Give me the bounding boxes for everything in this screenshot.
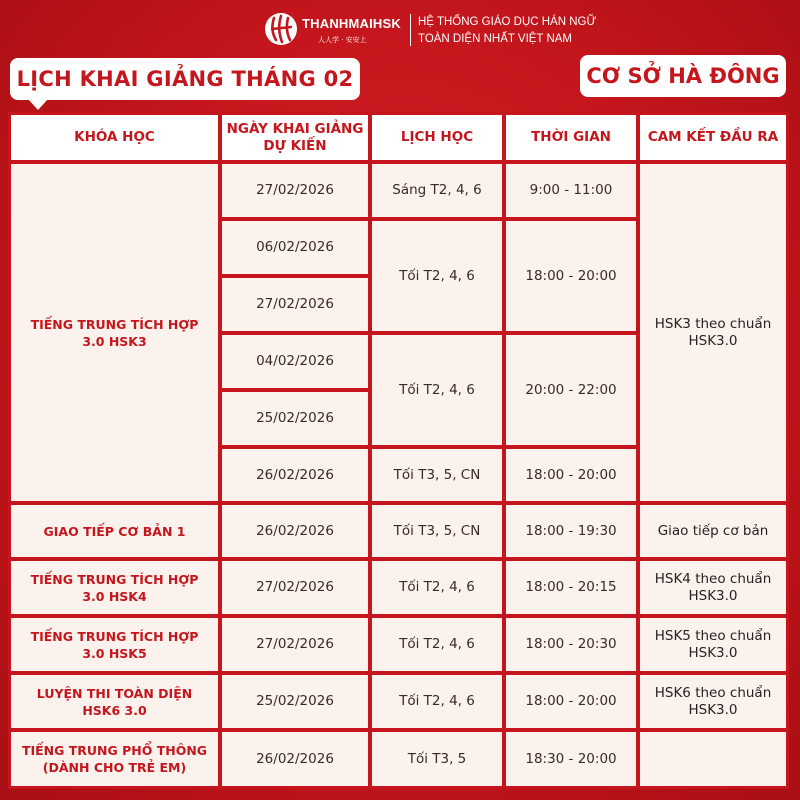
schedule-cell: Tối T2, 4, 6 bbox=[372, 221, 502, 331]
date-cell: 27/02/2026 bbox=[222, 618, 368, 671]
outcome-hsk3: HSK3 theo chuẩn HSK3.0 bbox=[640, 164, 786, 501]
outcome-hsk6: HSK6 theo chuẩn HSK3.0 bbox=[640, 675, 786, 728]
date-cell: 26/02/2026 bbox=[222, 505, 368, 557]
time-cell: 20:00 - 22:00 bbox=[506, 335, 636, 445]
outcome-pho-thong bbox=[640, 732, 786, 786]
outcome-hsk5: HSK5 theo chuẩn HSK3.0 bbox=[640, 618, 786, 671]
time-cell: 9:00 - 11:00 bbox=[506, 164, 636, 217]
course-hsk3: TIẾNG TRUNG TÍCH HỢP 3.0 HSK3 bbox=[11, 164, 218, 501]
schedule-cell: Tối T3, 5, CN bbox=[372, 449, 502, 501]
date-cell: 25/02/2026 bbox=[222, 392, 368, 445]
time-cell: 18:00 - 19:30 bbox=[506, 505, 636, 557]
schedule-cell: Tối T2, 4, 6 bbox=[372, 561, 502, 614]
course-giao-tiep: GIAO TIẾP CƠ BẢN 1 bbox=[11, 505, 218, 557]
outcome-giao-tiep: Giao tiếp cơ bản bbox=[640, 505, 786, 557]
tagline-line1: HỆ THỐNG GIÁO DỤC HÁN NGỮ bbox=[418, 16, 597, 28]
schedule-cell: Tối T3, 5 bbox=[372, 732, 502, 786]
header-course: KHÓA HỌC bbox=[11, 115, 218, 160]
date-cell: 26/02/2026 bbox=[222, 732, 368, 786]
schedule-cell: Tối T2, 4, 6 bbox=[372, 335, 502, 445]
course-hsk6: LUYỆN THI TOÀN DIỆN HSK6 3.0 bbox=[11, 675, 218, 728]
header-start-date: NGÀY KHAI GIẢNG DỰ KIẾN bbox=[222, 115, 368, 160]
time-cell: 18:00 - 20:15 bbox=[506, 561, 636, 614]
date-cell: 25/02/2026 bbox=[222, 675, 368, 728]
course-hsk5: TIẾNG TRUNG TÍCH HỢP 3.0 HSK5 bbox=[11, 618, 218, 671]
course-pho-thong: TIẾNG TRUNG PHỔ THÔNG (DÀNH CHO TRẺ EM) bbox=[11, 732, 218, 786]
schedule-cell: Tối T3, 5, CN bbox=[372, 505, 502, 557]
time-cell: 18:00 - 20:30 bbox=[506, 618, 636, 671]
header-outcome: CAM KẾT ĐẦU RA bbox=[640, 115, 786, 160]
schedule-cell: Sáng T2, 4, 6 bbox=[372, 164, 502, 217]
date-cell: 04/02/2026 bbox=[222, 335, 368, 388]
header-schedule: LỊCH HỌC bbox=[372, 115, 502, 160]
schedule-table bbox=[8, 112, 789, 789]
branch-badge bbox=[580, 55, 786, 97]
page-title: LỊCH KHAI GIẢNG THÁNG 02 bbox=[16, 67, 354, 91]
date-cell: 26/02/2026 bbox=[222, 449, 368, 501]
time-cell: 18:00 - 20:00 bbox=[506, 675, 636, 728]
date-cell: 27/02/2026 bbox=[222, 561, 368, 614]
time-cell: 18:00 - 20:00 bbox=[506, 221, 636, 331]
schedule-cell: Tối T2, 4, 6 bbox=[372, 618, 502, 671]
schedule-cell: Tối T2, 4, 6 bbox=[372, 675, 502, 728]
date-cell: 27/02/2026 bbox=[222, 164, 368, 217]
tagline-line2: TOÀN DIỆN NHẤT VIỆT NAM bbox=[418, 33, 572, 45]
date-cell: 06/02/2026 bbox=[222, 221, 368, 274]
date-cell: 27/02/2026 bbox=[222, 278, 368, 331]
branch-name: CƠ SỞ HÀ ĐÔNG bbox=[586, 64, 780, 88]
header-divider bbox=[410, 14, 411, 46]
title-badge bbox=[10, 58, 360, 100]
time-cell: 18:00 - 20:00 bbox=[506, 449, 636, 501]
header-time: THỜI GIAN bbox=[506, 115, 636, 160]
outcome-hsk4: HSK4 theo chuẩn HSK3.0 bbox=[640, 561, 786, 614]
brand-logo-icon bbox=[264, 10, 298, 48]
brand-name: THANHMAIHSK bbox=[302, 16, 401, 31]
brand-slogan: 人人学 · 安安上 bbox=[318, 36, 367, 44]
course-hsk4: TIẾNG TRUNG TÍCH HỢP 3.0 HSK4 bbox=[11, 561, 218, 614]
time-cell: 18:30 - 20:00 bbox=[506, 732, 636, 786]
header bbox=[0, 8, 800, 52]
